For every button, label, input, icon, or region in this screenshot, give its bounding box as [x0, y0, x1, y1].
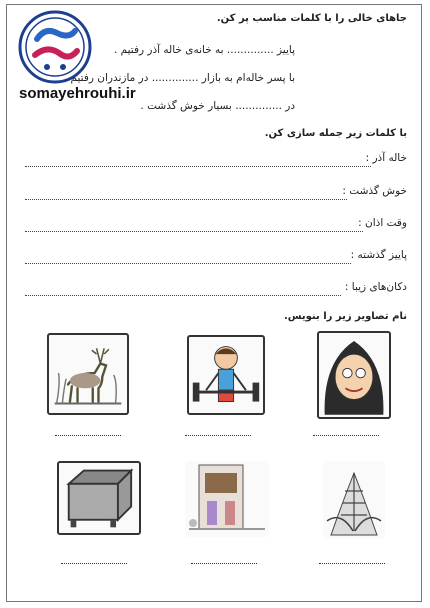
fill-sentence-3: در .............. بسیار خوش گذشت .: [140, 100, 295, 112]
worksheet-page: [6, 4, 422, 602]
section1-heading: جاهای خالی را با کلمات مناسب پر کن.: [216, 13, 407, 24]
sentence-word-4: پاییز گذشته :: [350, 249, 407, 261]
deer-picture: [47, 333, 129, 415]
answer-bazaar[interactable]: [191, 563, 257, 564]
corn-picture: [323, 461, 385, 539]
website-label: somayehrouhi.ir: [19, 85, 136, 102]
answer-corn[interactable]: [319, 563, 385, 564]
weightlifter-picture: [187, 335, 265, 415]
answer-line-4[interactable]: [25, 263, 351, 264]
fill-sentence-2: با پسر خاله‌ام به بازار .............. در مازندران رفتیم .: [63, 72, 295, 84]
answer-woman[interactable]: [313, 435, 379, 436]
sentence-word-5: دکان‌های زیبا :: [344, 281, 407, 293]
woman-picture: [317, 331, 391, 419]
answer-line-2[interactable]: [25, 199, 347, 200]
answer-weightlifter[interactable]: [185, 435, 251, 436]
sentence-word-3: وقت اذان :: [358, 217, 407, 229]
section2-heading: با کلمات زیر جمله سازی کن.: [264, 128, 407, 139]
fill-sentence-1: پاییز .............. به خانه‌ی خاله آذر رفتیم .: [113, 44, 295, 56]
answer-line-3[interactable]: [25, 231, 363, 232]
section3-heading: نام تصاویر زیر را بنویس.: [283, 311, 407, 322]
answer-line-5[interactable]: [25, 295, 341, 296]
bazaar-picture: [185, 461, 269, 537]
sentence-word-1: خاله آذر :: [365, 152, 407, 164]
answer-deer[interactable]: [55, 435, 121, 436]
sentence-word-2: خوش گذشت :: [342, 185, 407, 197]
chest-picture: [57, 461, 141, 535]
answer-chest[interactable]: [61, 563, 127, 564]
answer-line-1[interactable]: [25, 166, 371, 167]
